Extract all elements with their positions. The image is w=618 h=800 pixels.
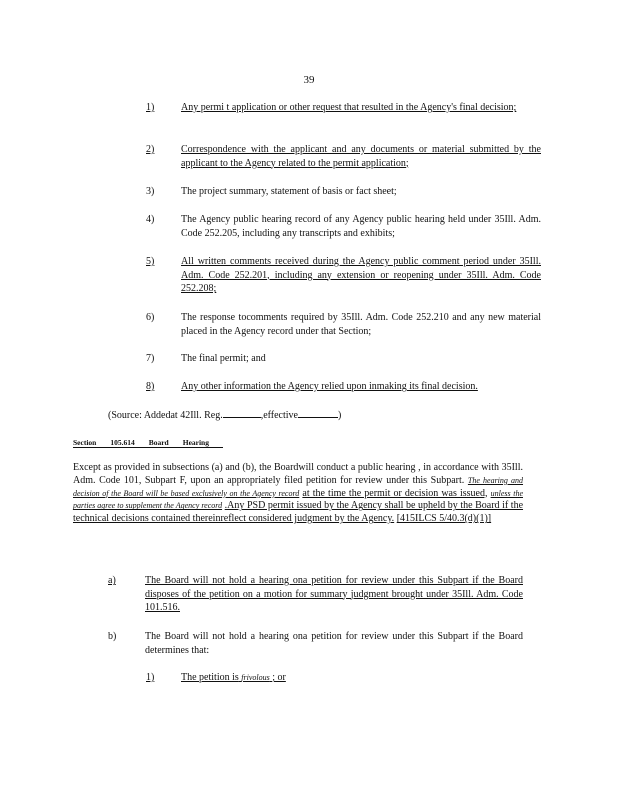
paragraph-citation: [415ILCS 5/40.3(d)(1)] — [396, 513, 492, 525]
section-label: Section — [73, 438, 97, 447]
subsection-text — [145, 574, 523, 615]
item-number: 8) — [146, 381, 155, 392]
item-number: 2) — [146, 144, 155, 155]
subitem-text-pre: The petition is — [181, 672, 239, 683]
blank-line — [223, 407, 261, 418]
subitem-text-post: ; or — [272, 672, 286, 683]
item-number: 4) — [146, 214, 155, 225]
item-text: The Agency public hearing record of any Agency public hearing held under 35Ill. Adm. Code 252.205, including any transcripts and exhibits; — [181, 214, 541, 239]
source-middle: ,effective — [260, 410, 298, 421]
subsection-label: b) — [108, 631, 117, 642]
item-text: All written comments received during the Agency public comment period under 35Ill. Adm. Code 252.201, including any extension or reopening under 35Ill. Adm. Code 252.208; — [181, 256, 541, 294]
paragraph-mid-1: at the time the permit or decision was issued, — [302, 487, 488, 499]
item-text: Any other information the Agency relied upon inmaking its final decision. — [181, 381, 478, 392]
section-word-board: Board — [148, 438, 169, 447]
item-number: 5) — [146, 256, 155, 267]
paragraph-mid-2: .Any PSD permit issued by the Agency shall be upheld by the Board if the technical decisions contained thereinreflect considered judgment by the Agency. — [73, 500, 524, 525]
subsection-text-content: The Board will not hold a hearing ona petition for review under this Subpart if the Board determines that: — [145, 631, 523, 656]
paragraph-italic-2: unless the parties agree to supplement the Agency record — [73, 488, 523, 511]
subitem-label: 1) — [146, 672, 155, 683]
source-suffix: ) — [338, 410, 342, 421]
item-text: Correspondence with the applicant and any documents or material submitted by the applicant to the Agency related to the permit application; — [181, 144, 541, 169]
item-text: The final permit; and — [181, 353, 266, 364]
item-text: The response tocomments required by 35Ill. Adm. Code 252.210 and any new material placed in the Agency record under that Section; — [181, 312, 541, 337]
section-word-hearing: Hearing — [182, 438, 209, 447]
source-prefix: (Source: Addedat 42Ill. Reg. — [108, 410, 223, 421]
item-text: The project summary, statement of basis or fact sheet; — [181, 186, 397, 197]
paragraph-plain: Except as provided in subsections (a) and (b), the Boardwill conduct a public hearing , in accordance with 35Ill. Adm. Code 101, Subpart F, upon an appropriately filed petition for review under this Subpart. — [73, 462, 523, 486]
subsection-text — [145, 630, 523, 657]
section-paragraph — [73, 462, 523, 526]
item-number: 1) — [146, 102, 155, 113]
subitem-text-italic: frivolous — [241, 673, 270, 682]
subsection-text-content: The Board will not hold a hearing ona petition for review under this Subpart if the Board disposes of the petition on a motion for summary judgment brought under 35Ill. Adm. Code 101.516. — [145, 575, 523, 613]
section-number: 105.614 — [110, 438, 135, 447]
item-number: 6) — [146, 312, 155, 323]
page-number: 39 — [303, 74, 315, 86]
item-number: 7) — [146, 353, 155, 364]
blank-line — [298, 407, 338, 418]
source-note — [108, 407, 341, 421]
paragraph-italic-1: The hearing and decision of the Board will be based exclusively on the Agency record — [73, 475, 524, 498]
subsection-label: a) — [108, 575, 116, 586]
section-heading — [73, 438, 223, 448]
item-text: Any permi t application or other request that resulted in the Agency's final decision; — [181, 102, 517, 113]
item-number: 3) — [146, 186, 155, 197]
subitem-text — [181, 672, 286, 683]
